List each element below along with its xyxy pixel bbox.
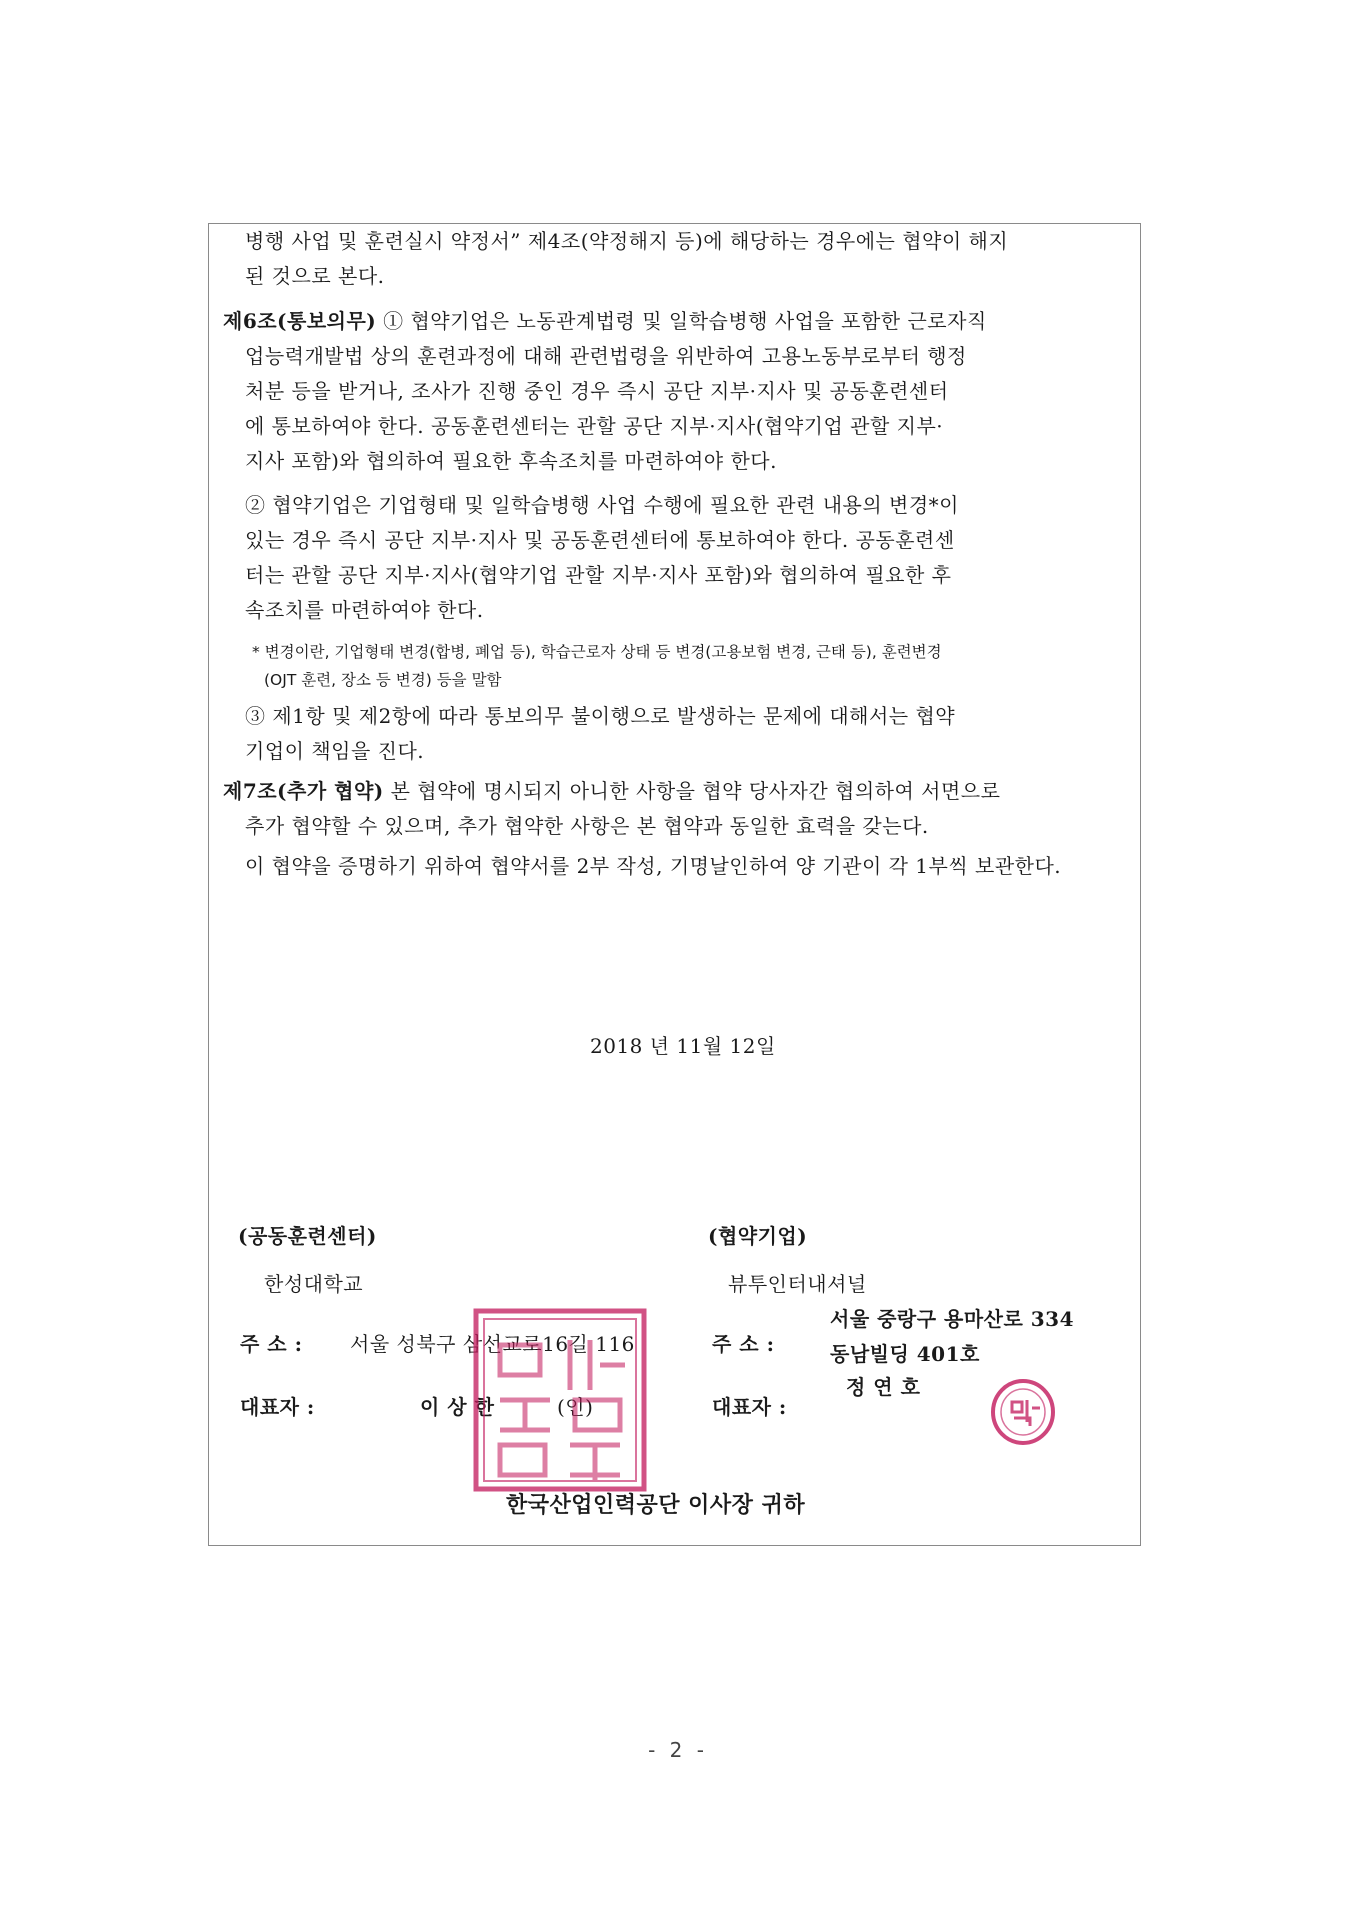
institution-seal-stamp — [470, 1305, 650, 1495]
body-line-2: 된 것으로 본다. — [245, 264, 385, 288]
article-7-text: 본 협약에 명시되지 아니한 사항을 협약 당사자간 협의하여 서면으로 — [390, 779, 1001, 803]
body-line-18: 추가 협약할 수 있으며, 추가 협약한 사항은 본 협약과 동일한 효력을 갖는다. — [245, 814, 929, 838]
company-seal-stamp — [990, 1378, 1056, 1446]
article-6-title: 제6조(통보의무) — [223, 309, 377, 333]
right-party-name: 뷰투인터내셔널 — [728, 1272, 867, 1296]
article-6-text: ① 협약기업은 노동관계법령 및 일학습병행 사업을 포함한 근로자직 — [383, 309, 987, 333]
article-6-line — [223, 307, 987, 335]
left-seal-mark: (인) — [557, 1395, 594, 1419]
right-address-line1: 서울 중랑구 용마산로 334 — [830, 1307, 1075, 1331]
agreement-date: 2018 년 11월 12일 — [590, 1034, 776, 1058]
addressee: 한국산업인력공단 이사장 귀하 — [506, 1492, 806, 1518]
right-address-line2: 동남빌딩 401호 — [830, 1342, 980, 1366]
body-line-12: 속조치를 마련하여야 한다. — [245, 598, 484, 622]
left-address: 서울 성북구 삼선교로16길 116 — [350, 1332, 635, 1356]
left-rep-name: 이 상 한 — [420, 1395, 495, 1419]
body-line-1: 병행 사업 및 훈련실시 약정서” 제4조(약정해지 등)에 해당하는 경우에는 협약이 해지 — [245, 229, 1009, 253]
body-line-19: 이 협약을 증명하기 위하여 협약서를 2부 작성, 기명날인하여 양 기관이 각 1부씩 보관한다. — [245, 854, 1062, 878]
body-line-9: ② 협약기업은 기업형태 및 일학습병행 사업 수행에 필요한 관련 내용의 변경*이 — [245, 493, 959, 517]
footnote-line-1: * 변경이란, 기업형태 변경(합병, 폐업 등), 학습근로자 상태 등 변경(고용보험 변경, 근태 등), 훈련변경 — [252, 643, 942, 661]
page-number: - 2 - — [648, 1738, 708, 1762]
left-rep-label: 대표자 : — [240, 1395, 315, 1419]
article-7-title: 제7조(추가 협약) — [223, 779, 384, 803]
body-line-16: 기업이 책임을 진다. — [245, 739, 425, 763]
body-line-8: 지사 포함)와 협의하여 필요한 후속조치를 마련하여야 한다. — [245, 449, 777, 473]
body-line-15: ③ 제1항 및 제2항에 따라 통보의무 불이행으로 발생하는 문제에 대해서는 협약 — [245, 704, 956, 728]
footnote-line-2: (OJT 훈련, 장소 등 변경) 등을 말함 — [264, 671, 502, 689]
left-address-label: 주 소 : — [240, 1332, 303, 1356]
body-line-6: 처분 등을 받거나, 조사가 진행 중인 경우 즉시 공단 지부·지사 및 공동훈련센터 — [245, 379, 949, 403]
right-party-heading: (협약기업) — [708, 1224, 808, 1248]
body-line-10: 있는 경우 즉시 공단 지부·지사 및 공동훈련센터에 통보하여야 한다. 공동훈련센 — [245, 528, 955, 552]
body-line-11: 터는 관할 공단 지부·지사(협약기업 관할 지부·지사 포함)와 협의하여 필요한 후 — [245, 563, 952, 587]
right-address-label: 주 소 : — [712, 1332, 775, 1356]
left-party-name: 한성대학교 — [264, 1272, 364, 1296]
body-line-7: 에 통보하여야 한다. 공동훈련센터는 관할 공단 지부·지사(협약기업 관할 지부· — [245, 414, 944, 438]
article-7-line — [223, 777, 1000, 805]
left-party-heading: (공동훈련센터) — [238, 1224, 377, 1248]
right-rep-name: 정 연 호 — [846, 1375, 921, 1399]
right-rep-label: 대표자 : — [712, 1395, 787, 1419]
body-line-5: 업능력개발법 상의 훈련과정에 대해 관련법령을 위반하여 고용노동부로부터 행정 — [245, 344, 967, 368]
